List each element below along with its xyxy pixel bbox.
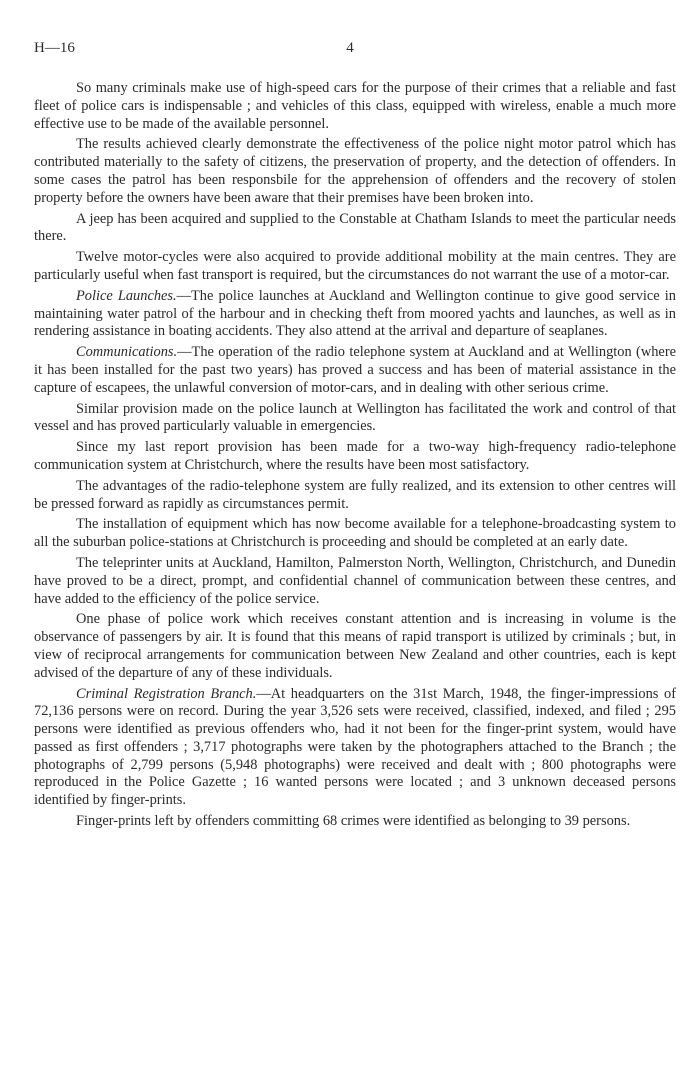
paragraph-text: The installation of equipment which has now become available for a telephone-broadcasting system to all the suburban police-stations at Christchurch is proceeding and should be completed at an early date.	[34, 516, 676, 551]
paragraph	[34, 439, 676, 475]
paragraph	[34, 611, 676, 682]
paragraph-text: Twelve motor-cycles were also acquired to provide additional mobility at the main centres. They are particularly useful when fast transport is required, but the circumstances do not warrant the use of a motor-car.	[34, 249, 676, 283]
paragraph-text: One phase of police work which receives constant attention and is increasing in volume is the observance of passengers by air. It is found that this means of rapid transport is utilized by criminals ; but, in view of reciprocal arrangements for communication between New Zealand and other countries, each is kept advised of the departure of any of these individuals.	[34, 611, 676, 681]
paragraph	[34, 555, 676, 608]
paragraph	[34, 686, 676, 811]
body-text	[34, 80, 676, 834]
paragraph	[34, 249, 676, 285]
paragraph	[34, 478, 676, 514]
paragraph-text: A jeep has been acquired and supplied to the Constable at Chatham Islands to meet the particular needs there.	[34, 210, 676, 245]
paragraph	[34, 344, 676, 397]
paragraph-text: —The operation of the radio telephone system at Auckland and at Wellington (where it has been installed for the past two years) has proved a success and has been of material assistance in the capture of escapees, the unlawful conversion of motor-cars, and in dealing with other serious crime.	[34, 344, 676, 396]
paragraph-text: Finger-prints left by offenders committing 68 crimes were identified as belonging to 39 persons.	[76, 813, 631, 830]
paragraph	[34, 813, 676, 831]
page-header	[34, 40, 666, 60]
paragraph-text: Similar provision made on the police launch at Wellington has facilitated the work and control of that vessel and has proved particularly valuable in emergencies.	[34, 400, 676, 435]
paragraph-text: —The police launches at Auckland and Wellington continue to give good service in maintaining water patrol of the harbour and in checking theft from moored yachts and launches, as well as in rendering assistance in boating accidents. They also attend at the arrival and departure of seaplanes.	[34, 287, 676, 340]
paragraph	[34, 401, 676, 437]
paragraph-text: The teleprinter units at Auckland, Hamilton, Palmerston North, Wellington, Christchurch, and Dunedin have proved to be a direct, prompt, and confidential channel of communication between these centres, and have added to the efficiency of the police service.	[34, 554, 676, 607]
paragraph	[34, 136, 676, 207]
paragraph	[34, 288, 676, 341]
page-number: 4	[346, 40, 354, 56]
paragraph	[34, 211, 676, 247]
paragraph-text: —At headquarters on the 31st March, 1948, the finger-impressions of 72,136 persons were on record. During the year 3,526 sets were received, classified, indexed, and filed ; 295 persons were identified as previous offenders who, had it not been for the finger-print system, would have passed as first offenders ; 3,717 photographs were taken by the photographers attached to the Branch ; the photographs of 2,799 persons (5,948 photographs) were received and dealt with ; 800 photographs were reproduced in the Police Gazette ; 16 wanted persons were located ; and 3 unknown deceased persons identified by finger-prints.	[34, 685, 676, 809]
paragraph-text: So many criminals make use of high-speed cars for the purpose of their crimes that a reliable and fast fleet of police cars is indispensable ; and vehicles of this class, equipped with wireless, enable a much more effective use to be made of the available personnel.	[34, 80, 676, 132]
paragraph-text: The results achieved clearly demonstrate the effectiveness of the police night motor patrol which has contributed materially to the safety of citizens, the preservation of property, and the detection of offenders. In some cases the patrol has been responsbile for the apprehension of offenders and the recovery of stolen property before the owners have been aware that their premises have been broken into.	[34, 136, 676, 206]
page-code: H—16	[34, 40, 75, 56]
paragraph-heading: Police Launches.	[76, 287, 177, 304]
paragraph-text: The advantages of the radio-telephone system are fully realized, and its extension to other centres will be pressed forward as rapidly as circumstances permit.	[34, 477, 676, 512]
paragraph-heading: Communications.	[76, 344, 178, 361]
paragraph-text: Since my last report provision has been made for a two-way high-frequency radio-telephone communication system at Christchurch, where the results have been most satisfactory.	[34, 439, 676, 473]
paragraph	[34, 80, 676, 133]
paragraph-heading: Criminal Registration Branch.	[76, 685, 257, 702]
paragraph	[34, 516, 676, 552]
